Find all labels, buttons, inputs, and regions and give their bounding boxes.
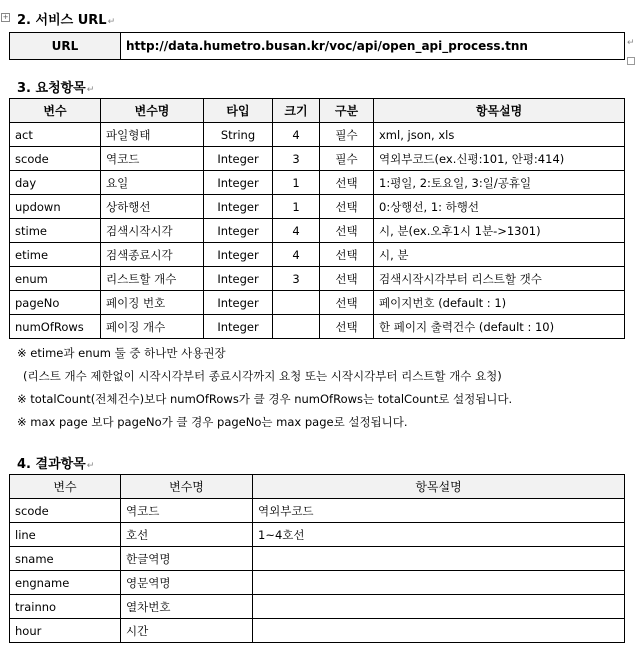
request-header-cell: 항목설명 bbox=[374, 99, 625, 123]
result-cell: line bbox=[10, 523, 121, 547]
request-cell: 1 bbox=[273, 171, 320, 195]
result-cell: 호선 bbox=[121, 523, 253, 547]
request-cell: 1 bbox=[273, 195, 320, 219]
request-cell: pageNo bbox=[10, 291, 101, 315]
note-line: ※ etime과 enum 둘 중 하나만 사용권장 bbox=[17, 346, 226, 360]
request-cell: 4 bbox=[273, 123, 320, 147]
section-request-heading: 3. 요청항목↵ bbox=[17, 81, 95, 96]
request-cell: act bbox=[10, 123, 101, 147]
table-row bbox=[10, 171, 625, 195]
request-cell: 3 bbox=[273, 147, 320, 171]
request-cell: 시, 분 bbox=[374, 243, 625, 267]
table-row bbox=[10, 267, 625, 291]
request-cell: xml, json, xls bbox=[374, 123, 625, 147]
section-url-heading: 2. 서비스 URL↵ bbox=[17, 13, 116, 28]
request-cell: 역코드 bbox=[101, 147, 204, 171]
note-line: ※ totalCount(전체건수)보다 numOfRows가 클 경우 numOfRows는 totalCount로 설정됩니다. bbox=[17, 392, 513, 406]
result-cell: 시간 bbox=[121, 619, 253, 643]
result-cell: 열차번호 bbox=[121, 595, 253, 619]
result-table bbox=[9, 474, 625, 643]
request-cell: 페이징 개수 bbox=[101, 315, 204, 339]
request-cell bbox=[273, 315, 320, 339]
request-cell: Integer bbox=[204, 219, 273, 243]
request-cell: 선택 bbox=[320, 291, 374, 315]
table-row bbox=[10, 243, 625, 267]
table-row bbox=[10, 123, 625, 147]
note-line: ※ max page 보다 pageNo가 클 경우 pageNo는 max page로 설정됩니다. bbox=[17, 415, 408, 429]
request-header-cell: 타입 bbox=[204, 99, 273, 123]
table-row bbox=[10, 523, 625, 547]
request-cell: enum bbox=[10, 267, 101, 291]
request-cell: 필수 bbox=[320, 123, 374, 147]
result-cell: sname bbox=[10, 547, 121, 571]
request-cell: 필수 bbox=[320, 147, 374, 171]
request-cell: Integer bbox=[204, 315, 273, 339]
result-header-cell: 변수명 bbox=[121, 475, 253, 499]
request-cell: 리스트할 개수 bbox=[101, 267, 204, 291]
table-row bbox=[10, 619, 625, 643]
request-cell: 4 bbox=[273, 243, 320, 267]
result-cell: 영문역명 bbox=[121, 571, 253, 595]
request-cell: scode bbox=[10, 147, 101, 171]
result-cell bbox=[253, 595, 625, 619]
request-cell bbox=[273, 291, 320, 315]
request-cell: updown bbox=[10, 195, 101, 219]
request-cell: 한 페이지 출력건수 (default : 10) bbox=[374, 315, 625, 339]
table-row bbox=[10, 595, 625, 619]
request-cell: 페이징 번호 bbox=[101, 291, 204, 315]
request-cell: 3 bbox=[273, 267, 320, 291]
request-cell: 상하행선 bbox=[101, 195, 204, 219]
table-row bbox=[10, 499, 625, 523]
table-row bbox=[10, 195, 625, 219]
request-cell: 검색시작시각부터 리스트할 갯수 bbox=[374, 267, 625, 291]
table-row bbox=[10, 291, 625, 315]
request-cell: 4 bbox=[273, 219, 320, 243]
table-row bbox=[10, 547, 625, 571]
result-header-cell: 항목설명 bbox=[253, 475, 625, 499]
request-cell: Integer bbox=[204, 171, 273, 195]
paragraph-mark: ↵ bbox=[627, 38, 635, 48]
table-resize-handle[interactable] bbox=[627, 57, 635, 65]
request-cell: 0:상행선, 1: 하행선 bbox=[374, 195, 625, 219]
request-cell: 선택 bbox=[320, 315, 374, 339]
request-cell: Integer bbox=[204, 291, 273, 315]
result-cell bbox=[253, 547, 625, 571]
request-cell: numOfRows bbox=[10, 315, 101, 339]
section-result-heading: 4. 결과항목↵ bbox=[17, 457, 95, 472]
url-table bbox=[9, 32, 625, 60]
request-cell: 선택 bbox=[320, 219, 374, 243]
result-cell: 1~4호선 bbox=[253, 523, 625, 547]
result-cell: scode bbox=[10, 499, 121, 523]
result-cell bbox=[253, 619, 625, 643]
url-label: URL bbox=[10, 33, 121, 60]
request-cell: 검색시작시각 bbox=[101, 219, 204, 243]
url-value[interactable]: http://data.humetro.busan.kr/voc/api/open_api_process.tnn bbox=[121, 33, 625, 60]
request-header-cell: 변수명 bbox=[101, 99, 204, 123]
request-cell: 시, 분(ex.오후1시 1분->1301) bbox=[374, 219, 625, 243]
request-header-cell: 구분 bbox=[320, 99, 374, 123]
request-header-row bbox=[10, 99, 625, 123]
result-cell: 역코드 bbox=[121, 499, 253, 523]
result-cell bbox=[253, 571, 625, 595]
request-cell: Integer bbox=[204, 147, 273, 171]
request-cell: 역외부코드(ex.신평:101, 안평:414) bbox=[374, 147, 625, 171]
request-cell: String bbox=[204, 123, 273, 147]
request-cell: 요일 bbox=[101, 171, 204, 195]
request-cell: 파일형태 bbox=[101, 123, 204, 147]
table-row bbox=[10, 219, 625, 243]
result-header-row bbox=[10, 475, 625, 499]
request-cell: 선택 bbox=[320, 243, 374, 267]
request-cell: Integer bbox=[204, 195, 273, 219]
result-cell: 한글역명 bbox=[121, 547, 253, 571]
request-cell: etime bbox=[10, 243, 101, 267]
note-line: (리스트 개수 제한없이 시작시각부터 종료시각까지 요청 또는 시작시각부터 리스트할 개수 요청) bbox=[23, 369, 502, 383]
request-cell: 1:평일, 2:토요일, 3:일/공휴일 bbox=[374, 171, 625, 195]
request-header-cell: 변수 bbox=[10, 99, 101, 123]
request-header-cell: 크기 bbox=[273, 99, 320, 123]
request-cell: Integer bbox=[204, 267, 273, 291]
request-cell: 선택 bbox=[320, 267, 374, 291]
request-cell: Integer bbox=[204, 243, 273, 267]
request-cell: 검색종료시각 bbox=[101, 243, 204, 267]
request-cell: day bbox=[10, 171, 101, 195]
request-table bbox=[9, 98, 625, 339]
request-cell: 선택 bbox=[320, 171, 374, 195]
result-cell: hour bbox=[10, 619, 121, 643]
table-row bbox=[10, 571, 625, 595]
request-notes bbox=[17, 342, 512, 434]
request-cell: stime bbox=[10, 219, 101, 243]
result-header-cell: 변수 bbox=[10, 475, 121, 499]
table-row bbox=[10, 315, 625, 339]
request-cell: 선택 bbox=[320, 195, 374, 219]
table-row bbox=[10, 147, 625, 171]
result-cell: 역외부코드 bbox=[253, 499, 625, 523]
result-cell: engname bbox=[10, 571, 121, 595]
table-anchor-icon[interactable]: + bbox=[2, 13, 9, 21]
result-cell: trainno bbox=[10, 595, 121, 619]
request-cell: 페이지번호 (default : 1) bbox=[374, 291, 625, 315]
